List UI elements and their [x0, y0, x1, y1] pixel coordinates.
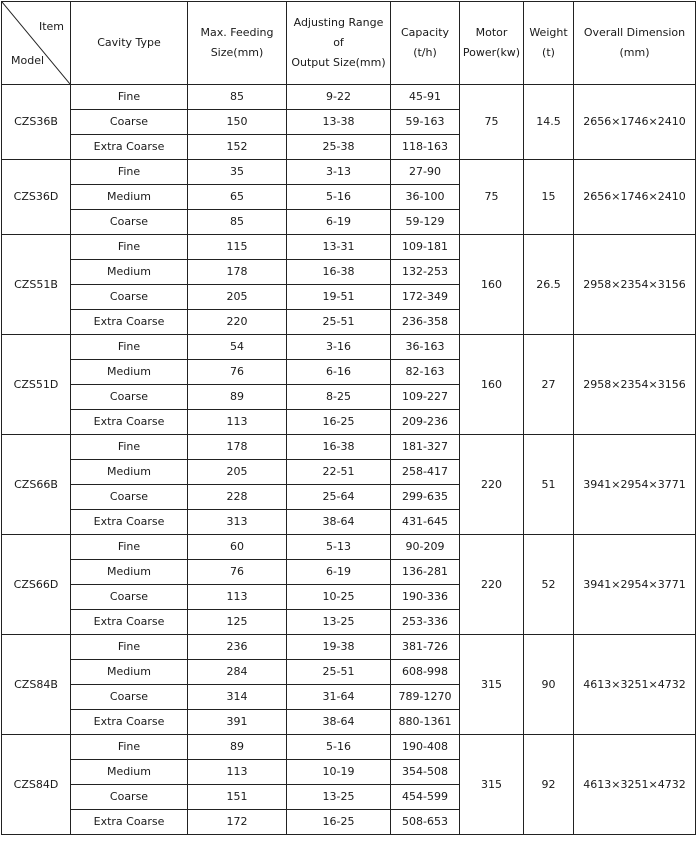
motor-power-cell: 315	[460, 735, 524, 835]
max-feeding-cell: 313	[188, 510, 287, 535]
cavity-type-cell: Fine	[71, 435, 188, 460]
max-feeding-cell: 314	[188, 685, 287, 710]
max-feeding-cell: 60	[188, 535, 287, 560]
weight-cell: 90	[524, 635, 574, 735]
cavity-type-cell: Medium	[71, 360, 188, 385]
cavity-type-cell: Extra Coarse	[71, 510, 188, 535]
header-corner-cell	[2, 2, 71, 85]
capacity-cell: 454-599	[391, 785, 460, 810]
capacity-cell: 136-281	[391, 560, 460, 585]
capacity-cell: 45-91	[391, 85, 460, 110]
header-cavity-type	[71, 2, 188, 85]
cavity-type-cell: Coarse	[71, 110, 188, 135]
model-cell: CZS66D	[2, 535, 71, 635]
capacity-cell: 90-209	[391, 535, 460, 560]
adjusting-range-cell: 10-25	[287, 585, 391, 610]
adjusting-range-cell: 9-22	[287, 85, 391, 110]
overall-dimension-cell: 3941×2954×3771	[574, 535, 696, 635]
max-feeding-cell: 236	[188, 635, 287, 660]
max-feeding-cell: 172	[188, 810, 287, 835]
diagonal-divider	[2, 2, 70, 84]
model-cell: CZS36B	[2, 85, 71, 160]
weight-cell: 26.5	[524, 235, 574, 335]
adjusting-range-cell: 5-16	[287, 735, 391, 760]
max-feeding-cell: 35	[188, 160, 287, 185]
table-row	[2, 85, 696, 110]
cavity-type-cell: Medium	[71, 185, 188, 210]
overall-dimension-cell: 2958×2354×3156	[574, 235, 696, 335]
cavity-type-cell: Extra Coarse	[71, 710, 188, 735]
cavity-type-cell: Extra Coarse	[71, 310, 188, 335]
model-cell: CZS51B	[2, 235, 71, 335]
model-cell: CZS36D	[2, 160, 71, 235]
max-feeding-cell: 76	[188, 560, 287, 585]
adjusting-range-cell: 22-51	[287, 460, 391, 485]
header-adjusting-range-line1: Adjusting Range of	[293, 16, 384, 49]
cavity-type-cell: Extra Coarse	[71, 810, 188, 835]
adjusting-range-cell: 8-25	[287, 385, 391, 410]
header-capacity-line2: (t/h)	[413, 46, 437, 59]
table-row	[2, 160, 696, 185]
header-weight-line2: (t)	[542, 46, 555, 59]
max-feeding-cell: 125	[188, 610, 287, 635]
max-feeding-cell: 113	[188, 585, 287, 610]
adjusting-range-cell: 6-19	[287, 560, 391, 585]
adjusting-range-cell: 13-31	[287, 235, 391, 260]
motor-power-cell: 315	[460, 635, 524, 735]
capacity-cell: 431-645	[391, 510, 460, 535]
adjusting-range-cell: 13-25	[287, 610, 391, 635]
adjusting-range-cell: 25-51	[287, 660, 391, 685]
cavity-type-cell: Coarse	[71, 210, 188, 235]
cavity-type-cell: Extra Coarse	[71, 610, 188, 635]
cavity-type-cell: Fine	[71, 335, 188, 360]
capacity-cell: 118-163	[391, 135, 460, 160]
adjusting-range-cell: 10-19	[287, 760, 391, 785]
cavity-type-cell: Fine	[71, 735, 188, 760]
adjusting-range-cell: 5-16	[287, 185, 391, 210]
max-feeding-cell: 150	[188, 110, 287, 135]
cavity-type-cell: Medium	[71, 260, 188, 285]
header-cavity-type-label: Cavity Type	[97, 36, 161, 49]
capacity-cell: 59-163	[391, 110, 460, 135]
adjusting-range-cell: 6-16	[287, 360, 391, 385]
cavity-type-cell: Fine	[71, 635, 188, 660]
motor-power-cell: 75	[460, 160, 524, 235]
motor-power-cell: 160	[460, 235, 524, 335]
header-overall-dimension	[574, 2, 696, 85]
cavity-type-cell: Coarse	[71, 785, 188, 810]
adjusting-range-cell: 3-13	[287, 160, 391, 185]
cavity-type-cell: Fine	[71, 235, 188, 260]
capacity-cell: 132-253	[391, 260, 460, 285]
header-overall-dimension-line2: (mm)	[619, 46, 650, 59]
overall-dimension-cell: 3941×2954×3771	[574, 435, 696, 535]
max-feeding-cell: 152	[188, 135, 287, 160]
capacity-cell: 789-1270	[391, 685, 460, 710]
table-row	[2, 735, 696, 760]
weight-cell: 51	[524, 435, 574, 535]
header-item: Item	[38, 20, 64, 33]
capacity-cell: 190-336	[391, 585, 460, 610]
cavity-type-cell: Medium	[71, 760, 188, 785]
cavity-type-cell: Medium	[71, 660, 188, 685]
header-max-feeding-line2: Size(mm)	[210, 46, 264, 59]
model-cell: CZS84B	[2, 635, 71, 735]
max-feeding-cell: 284	[188, 660, 287, 685]
max-feeding-cell: 178	[188, 260, 287, 285]
cavity-type-cell: Extra Coarse	[71, 410, 188, 435]
cavity-type-cell: Coarse	[71, 485, 188, 510]
motor-power-cell: 220	[460, 535, 524, 635]
max-feeding-cell: 54	[188, 335, 287, 360]
cavity-type-cell: Medium	[71, 560, 188, 585]
header-capacity	[391, 2, 460, 85]
cavity-type-cell: Fine	[71, 535, 188, 560]
overall-dimension-cell: 4613×3251×4732	[574, 635, 696, 735]
cavity-type-cell: Coarse	[71, 585, 188, 610]
capacity-cell: 880-1361	[391, 710, 460, 735]
capacity-cell: 181-327	[391, 435, 460, 460]
capacity-cell: 508-653	[391, 810, 460, 835]
header-max-feeding	[188, 2, 287, 85]
max-feeding-cell: 113	[188, 760, 287, 785]
max-feeding-cell: 113	[188, 410, 287, 435]
table-row	[2, 335, 696, 360]
adjusting-range-cell: 25-64	[287, 485, 391, 510]
max-feeding-cell: 205	[188, 460, 287, 485]
capacity-cell: 59-129	[391, 210, 460, 235]
cavity-type-cell: Extra Coarse	[71, 135, 188, 160]
capacity-cell: 381-726	[391, 635, 460, 660]
header-max-feeding-line1: Max. Feeding	[200, 26, 274, 39]
max-feeding-cell: 115	[188, 235, 287, 260]
header-weight	[524, 2, 574, 85]
header-weight-line1: Weight	[529, 26, 568, 39]
weight-cell: 27	[524, 335, 574, 435]
cavity-type-cell: Fine	[71, 85, 188, 110]
cavity-type-cell: Coarse	[71, 685, 188, 710]
table-row	[2, 235, 696, 260]
cavity-type-cell: Medium	[71, 460, 188, 485]
max-feeding-cell: 85	[188, 85, 287, 110]
capacity-cell: 109-181	[391, 235, 460, 260]
capacity-cell: 172-349	[391, 285, 460, 310]
capacity-cell: 299-635	[391, 485, 460, 510]
header-model: Model	[11, 54, 45, 67]
adjusting-range-cell: 25-51	[287, 310, 391, 335]
overall-dimension-cell: 2958×2354×3156	[574, 335, 696, 435]
capacity-cell: 36-100	[391, 185, 460, 210]
overall-dimension-cell: 4613×3251×4732	[574, 735, 696, 835]
capacity-cell: 27-90	[391, 160, 460, 185]
header-row	[2, 2, 696, 85]
max-feeding-cell: 178	[188, 435, 287, 460]
header-adjusting-range-line2: Output Size(mm)	[291, 56, 386, 69]
adjusting-range-cell: 13-25	[287, 785, 391, 810]
model-cell: CZS66B	[2, 435, 71, 535]
max-feeding-cell: 89	[188, 385, 287, 410]
motor-power-cell: 160	[460, 335, 524, 435]
model-cell: CZS84D	[2, 735, 71, 835]
max-feeding-cell: 220	[188, 310, 287, 335]
table-row	[2, 435, 696, 460]
adjusting-range-cell: 3-16	[287, 335, 391, 360]
adjusting-range-cell: 5-13	[287, 535, 391, 560]
overall-dimension-cell: 2656×1746×2410	[574, 85, 696, 160]
capacity-cell: 109-227	[391, 385, 460, 410]
spec-table	[1, 1, 696, 835]
adjusting-range-cell: 13-38	[287, 110, 391, 135]
adjusting-range-cell: 38-64	[287, 510, 391, 535]
table-row	[2, 535, 696, 560]
capacity-cell: 258-417	[391, 460, 460, 485]
cavity-type-cell: Coarse	[71, 385, 188, 410]
adjusting-range-cell: 19-51	[287, 285, 391, 310]
motor-power-cell: 75	[460, 85, 524, 160]
table-row	[2, 635, 696, 660]
max-feeding-cell: 151	[188, 785, 287, 810]
header-motor-power-line1: Motor	[475, 26, 508, 39]
header-overall-dimension-line1: Overall Dimension	[583, 26, 686, 39]
header-motor-power-line2: Power(kw)	[462, 46, 521, 59]
overall-dimension-cell: 2656×1746×2410	[574, 160, 696, 235]
weight-cell: 15	[524, 160, 574, 235]
adjusting-range-cell: 6-19	[287, 210, 391, 235]
adjusting-range-cell: 19-38	[287, 635, 391, 660]
capacity-cell: 190-408	[391, 735, 460, 760]
max-feeding-cell: 85	[188, 210, 287, 235]
adjusting-range-cell: 25-38	[287, 135, 391, 160]
max-feeding-cell: 391	[188, 710, 287, 735]
capacity-cell: 209-236	[391, 410, 460, 435]
capacity-cell: 354-508	[391, 760, 460, 785]
adjusting-range-cell: 38-64	[287, 710, 391, 735]
cavity-type-cell: Fine	[71, 160, 188, 185]
adjusting-range-cell: 16-38	[287, 435, 391, 460]
capacity-cell: 82-163	[391, 360, 460, 385]
max-feeding-cell: 76	[188, 360, 287, 385]
adjusting-range-cell: 16-25	[287, 810, 391, 835]
weight-cell: 14.5	[524, 85, 574, 160]
max-feeding-cell: 65	[188, 185, 287, 210]
weight-cell: 92	[524, 735, 574, 835]
capacity-cell: 608-998	[391, 660, 460, 685]
max-feeding-cell: 228	[188, 485, 287, 510]
capacity-cell: 253-336	[391, 610, 460, 635]
header-motor-power	[460, 2, 524, 85]
header-capacity-line1: Capacity	[400, 26, 450, 39]
weight-cell: 52	[524, 535, 574, 635]
header-adjusting-range	[287, 2, 391, 85]
adjusting-range-cell: 16-38	[287, 260, 391, 285]
capacity-cell: 236-358	[391, 310, 460, 335]
adjusting-range-cell: 16-25	[287, 410, 391, 435]
cavity-type-cell: Coarse	[71, 285, 188, 310]
max-feeding-cell: 205	[188, 285, 287, 310]
capacity-cell: 36-163	[391, 335, 460, 360]
adjusting-range-cell: 31-64	[287, 685, 391, 710]
max-feeding-cell: 89	[188, 735, 287, 760]
model-cell: CZS51D	[2, 335, 71, 435]
motor-power-cell: 220	[460, 435, 524, 535]
